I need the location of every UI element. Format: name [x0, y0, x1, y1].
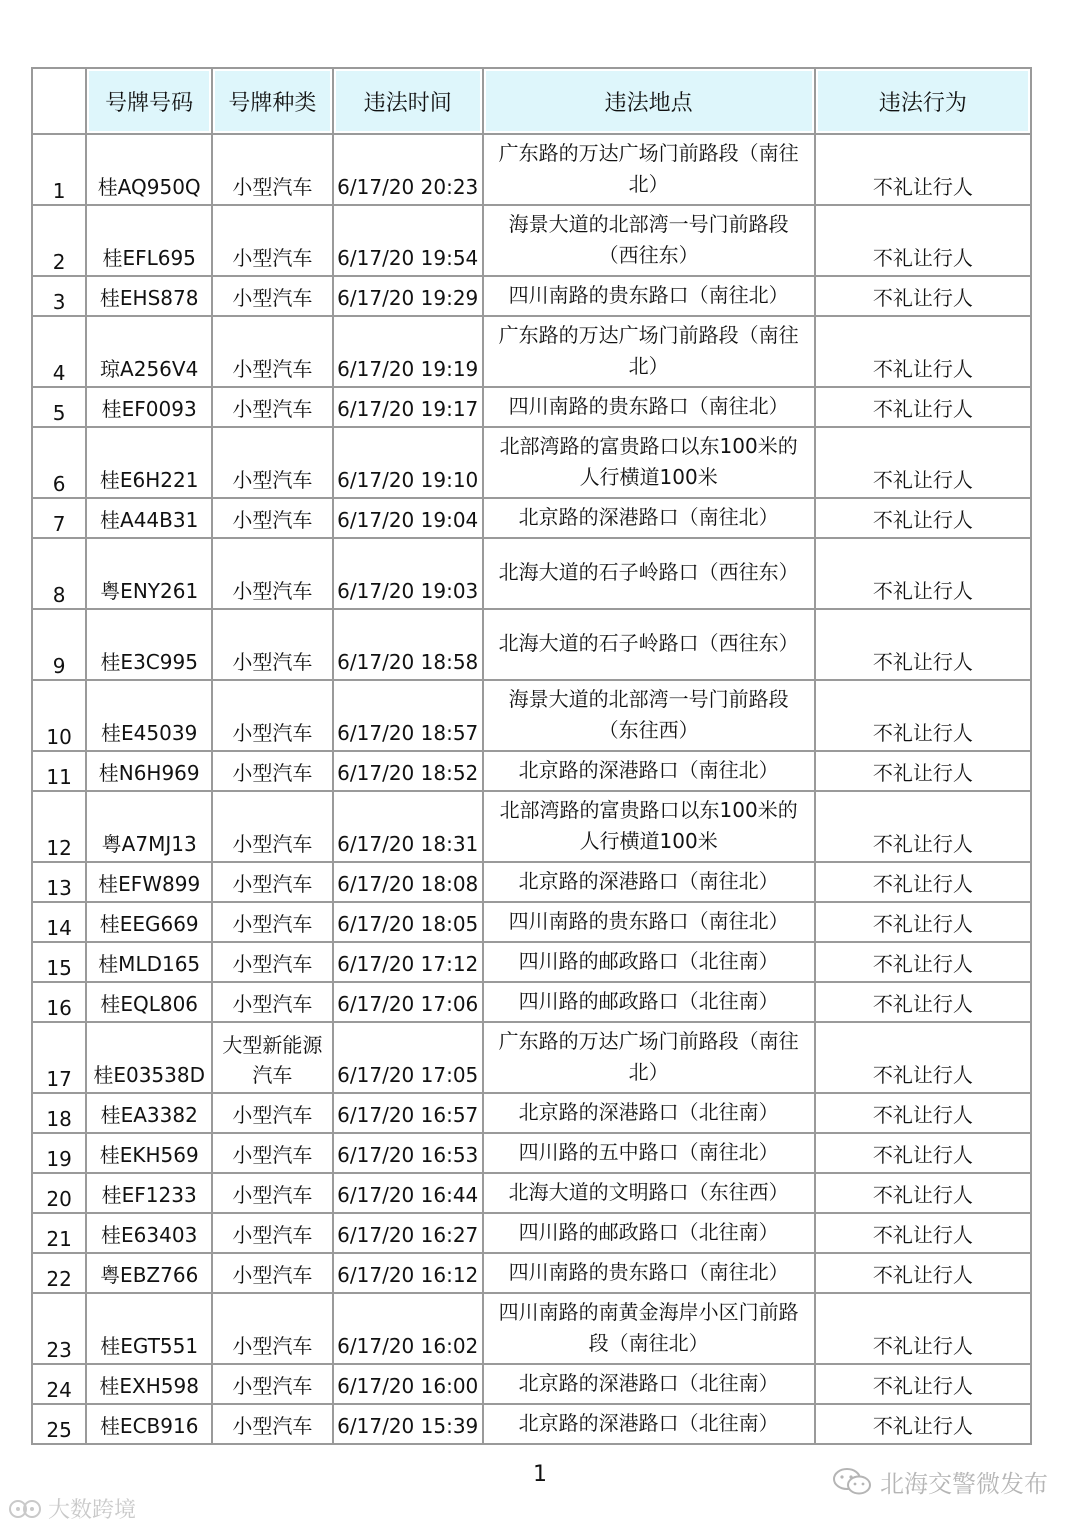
- violation-time-cell: 6/17/20 19:19: [334, 317, 484, 388]
- violation-time-cell: 6/17/20 19:54: [334, 206, 484, 277]
- violation-location-cell: 北海大道的石子岭路口（西往东）: [484, 539, 816, 610]
- row-number-cell: 2: [33, 206, 87, 277]
- row-number-cell: 8: [33, 539, 87, 610]
- plate-number-cell: 桂EFW899: [87, 863, 213, 903]
- row-number-cell: 17: [33, 1023, 87, 1094]
- plate-number-cell: 粤A7MJ13: [87, 792, 213, 863]
- row-number-cell: 20: [33, 1174, 87, 1214]
- plate-type-cell: 小型汽车: [213, 317, 334, 388]
- violation-time-cell: 6/17/20 17:12: [334, 943, 484, 983]
- violation-time-cell: 6/17/20 18:08: [334, 863, 484, 903]
- violation-time-cell: 6/17/20 19:04: [334, 499, 484, 539]
- violation-behavior-cell: 不礼让行人: [816, 1365, 1032, 1405]
- table-row: [33, 1214, 1032, 1254]
- violation-location-cell: 广东路的万达广场门前路段（南往北）: [484, 317, 816, 388]
- violation-time-cell: 6/17/20 16:44: [334, 1174, 484, 1214]
- violation-behavior-cell: 不礼让行人: [816, 1294, 1032, 1365]
- row-number-cell: 21: [33, 1214, 87, 1254]
- violation-location-cell: 北部湾路的富贵路口以东100米的人行横道100米: [484, 792, 816, 863]
- watermark-left: [8, 1493, 136, 1524]
- plate-number-cell: 桂MLD165: [87, 943, 213, 983]
- table-row: [33, 317, 1032, 388]
- table-row: [33, 499, 1032, 539]
- violation-behavior-cell: 不礼让行人: [816, 1405, 1032, 1445]
- violation-behavior-cell: 不礼让行人: [816, 943, 1032, 983]
- plate-number-cell: 桂EXH598: [87, 1365, 213, 1405]
- violation-location-cell: 四川路的邮政路口（北往南）: [484, 943, 816, 983]
- plate-number-cell: 桂EHS878: [87, 277, 213, 317]
- table-row: [33, 1365, 1032, 1405]
- plate-number-cell: 粤EBZ766: [87, 1254, 213, 1294]
- violation-time-cell: 6/17/20 17:06: [334, 983, 484, 1023]
- table-row: [33, 206, 1032, 277]
- violation-time-cell: 6/17/20 19:10: [334, 428, 484, 499]
- row-number-cell: 25: [33, 1405, 87, 1445]
- violation-time-cell: 6/17/20 18:58: [334, 610, 484, 681]
- row-number-cell: 24: [33, 1365, 87, 1405]
- violation-location-cell: 海景大道的北部湾一号门前路段（东往西）: [484, 681, 816, 752]
- violation-time-cell: 6/17/20 15:39: [334, 1405, 484, 1445]
- header-violation-location: 违法地点: [484, 69, 816, 135]
- violation-behavior-cell: 不礼让行人: [816, 499, 1032, 539]
- logo-icon: [8, 1498, 42, 1520]
- violation-behavior-cell: 不礼让行人: [816, 681, 1032, 752]
- violation-time-cell: 6/17/20 18:52: [334, 752, 484, 792]
- row-number-cell: 16: [33, 983, 87, 1023]
- table-row: [33, 903, 1032, 943]
- table-row: [33, 752, 1032, 792]
- plate-type-cell: 小型汽车: [213, 943, 334, 983]
- violation-behavior-cell: 不礼让行人: [816, 1134, 1032, 1174]
- plate-type-cell: 小型汽车: [213, 539, 334, 610]
- violation-time-cell: 6/17/20 19:29: [334, 277, 484, 317]
- plate-type-cell: 小型汽车: [213, 1294, 334, 1365]
- violation-time-cell: 6/17/20 19:03: [334, 539, 484, 610]
- plate-number-cell: 桂E6H221: [87, 428, 213, 499]
- violation-behavior-cell: 不礼让行人: [816, 428, 1032, 499]
- watermark-right-text: 北海交警微发布: [880, 1470, 1048, 1498]
- row-number-cell: 19: [33, 1134, 87, 1174]
- violation-location-cell: 北京路的深港路口（南往北）: [484, 863, 816, 903]
- table-row: [33, 1134, 1032, 1174]
- violation-location-cell: 北京路的深港路口（北往南）: [484, 1365, 816, 1405]
- table-row: [33, 135, 1032, 206]
- table-row: [33, 539, 1032, 610]
- violation-behavior-cell: 不礼让行人: [816, 610, 1032, 681]
- violation-table-container: [31, 67, 1032, 1445]
- table-row: [33, 610, 1032, 681]
- violation-location-cell: 四川南路的贵东路口（南往北）: [484, 903, 816, 943]
- table-row: [33, 388, 1032, 428]
- violation-time-cell: 6/17/20 18:57: [334, 681, 484, 752]
- plate-number-cell: 桂E3C995: [87, 610, 213, 681]
- plate-type-cell: 小型汽车: [213, 1254, 334, 1294]
- table-row: [33, 1174, 1032, 1214]
- plate-type-cell: 小型汽车: [213, 277, 334, 317]
- violation-behavior-cell: 不礼让行人: [816, 539, 1032, 610]
- plate-type-cell: 小型汽车: [213, 206, 334, 277]
- plate-number-cell: 桂EF0093: [87, 388, 213, 428]
- violation-location-cell: 四川路的五中路口（南往北）: [484, 1134, 816, 1174]
- violation-location-cell: 四川南路的南黄金海岸小区门前路段（南往北）: [484, 1294, 816, 1365]
- violation-location-cell: 北京路的深港路口（北往南）: [484, 1405, 816, 1445]
- violation-time-cell: 6/17/20 16:27: [334, 1214, 484, 1254]
- table-row: [33, 943, 1032, 983]
- row-number-cell: 12: [33, 792, 87, 863]
- plate-number-cell: 桂E63403: [87, 1214, 213, 1254]
- plate-type-cell: 小型汽车: [213, 428, 334, 499]
- violation-location-cell: 北部湾路的富贵路口以东100米的人行横道100米: [484, 428, 816, 499]
- violation-time-cell: 6/17/20 16:12: [334, 1254, 484, 1294]
- plate-type-cell: 小型汽车: [213, 1365, 334, 1405]
- wechat-icon: [832, 1466, 872, 1498]
- plate-number-cell: 桂E03538D: [87, 1023, 213, 1094]
- row-number-cell: 13: [33, 863, 87, 903]
- row-number-cell: 10: [33, 681, 87, 752]
- plate-number-cell: 粤ENY261: [87, 539, 213, 610]
- row-number-cell: 23: [33, 1294, 87, 1365]
- page-number: 1: [533, 1462, 547, 1487]
- violation-location-cell: 北海大道的石子岭路口（西往东）: [484, 610, 816, 681]
- plate-type-cell: 小型汽车: [213, 1214, 334, 1254]
- violation-location-cell: 北海大道的文明路口（东往西）: [484, 1174, 816, 1214]
- row-number-cell: 3: [33, 277, 87, 317]
- violation-behavior-cell: 不礼让行人: [816, 388, 1032, 428]
- row-number-cell: 1: [33, 135, 87, 206]
- violation-location-cell: 广东路的万达广场门前路段（南往北）: [484, 135, 816, 206]
- plate-type-cell: 小型汽车: [213, 610, 334, 681]
- violation-location-cell: 四川南路的贵东路口（南往北）: [484, 1254, 816, 1294]
- violation-time-cell: 6/17/20 17:05: [334, 1023, 484, 1094]
- plate-number-cell: 琼A256V4: [87, 317, 213, 388]
- violation-behavior-cell: 不礼让行人: [816, 1174, 1032, 1214]
- plate-number-cell: 桂E45039: [87, 681, 213, 752]
- violation-behavior-cell: 不礼让行人: [816, 983, 1032, 1023]
- table-header-row: [33, 69, 1032, 135]
- violation-location-cell: 北京路的深港路口（南往北）: [484, 499, 816, 539]
- row-number-cell: 9: [33, 610, 87, 681]
- table-row: [33, 792, 1032, 863]
- violation-location-cell: 四川路的邮政路口（北往南）: [484, 983, 816, 1023]
- table-row: [33, 277, 1032, 317]
- violation-behavior-cell: 不礼让行人: [816, 792, 1032, 863]
- plate-number-cell: 桂AQ950Q: [87, 135, 213, 206]
- plate-number-cell: 桂N6H969: [87, 752, 213, 792]
- row-number-cell: 14: [33, 903, 87, 943]
- plate-type-cell: 小型汽车: [213, 1094, 334, 1134]
- plate-type-cell: 小型汽车: [213, 1134, 334, 1174]
- violation-time-cell: 6/17/20 16:53: [334, 1134, 484, 1174]
- violation-behavior-cell: 不礼让行人: [816, 863, 1032, 903]
- row-number-cell: 5: [33, 388, 87, 428]
- plate-number-cell: 桂EKH569: [87, 1134, 213, 1174]
- violation-time-cell: 6/17/20 16:00: [334, 1365, 484, 1405]
- header-plate-number: 号牌号码: [87, 69, 213, 135]
- table-row: [33, 863, 1032, 903]
- violation-location-cell: 北京路的深港路口（北往南）: [484, 1094, 816, 1134]
- row-number-cell: 11: [33, 752, 87, 792]
- row-number-cell: 4: [33, 317, 87, 388]
- plate-number-cell: 桂EFL695: [87, 206, 213, 277]
- violation-location-cell: 海景大道的北部湾一号门前路段（西往东）: [484, 206, 816, 277]
- header-violation-behavior: 违法行为: [816, 69, 1032, 135]
- violation-behavior-cell: 不礼让行人: [816, 206, 1032, 277]
- plate-type-cell: 小型汽车: [213, 792, 334, 863]
- row-number-cell: 18: [33, 1094, 87, 1134]
- table-row: [33, 983, 1032, 1023]
- header-corner-cell: [33, 69, 87, 135]
- violation-time-cell: 6/17/20 16:02: [334, 1294, 484, 1365]
- violation-time-cell: 6/17/20 19:17: [334, 388, 484, 428]
- table-body: [33, 135, 1032, 1445]
- table-row: [33, 1254, 1032, 1294]
- violation-behavior-cell: 不礼让行人: [816, 277, 1032, 317]
- plate-number-cell: 桂EEG669: [87, 903, 213, 943]
- plate-number-cell: 桂EA3382: [87, 1094, 213, 1134]
- violation-behavior-cell: 不礼让行人: [816, 135, 1032, 206]
- table-row: [33, 1094, 1032, 1134]
- table-row: [33, 428, 1032, 499]
- table-row: [33, 1405, 1032, 1445]
- violation-table: [31, 67, 1032, 1445]
- violation-behavior-cell: 不礼让行人: [816, 1094, 1032, 1134]
- violation-behavior-cell: 不礼让行人: [816, 903, 1032, 943]
- violation-location-cell: 四川南路的贵东路口（南往北）: [484, 388, 816, 428]
- violation-behavior-cell: 不礼让行人: [816, 317, 1032, 388]
- plate-type-cell: 小型汽车: [213, 903, 334, 943]
- row-number-cell: 6: [33, 428, 87, 499]
- table-row: [33, 1294, 1032, 1365]
- row-number-cell: 7: [33, 499, 87, 539]
- watermark-right: [832, 1464, 1048, 1499]
- row-number-cell: 15: [33, 943, 87, 983]
- violation-time-cell: 6/17/20 16:57: [334, 1094, 484, 1134]
- plate-type-cell: 小型汽车: [213, 983, 334, 1023]
- plate-type-cell: 小型汽车: [213, 681, 334, 752]
- plate-type-cell: 小型汽车: [213, 752, 334, 792]
- violation-time-cell: 6/17/20 20:23: [334, 135, 484, 206]
- violation-behavior-cell: 不礼让行人: [816, 1023, 1032, 1094]
- plate-type-cell: 小型汽车: [213, 388, 334, 428]
- watermark-left-text: 大数跨境: [48, 1498, 137, 1523]
- plate-type-cell: 小型汽车: [213, 499, 334, 539]
- violation-location-cell: 四川南路的贵东路口（南往北）: [484, 277, 816, 317]
- plate-type-cell: 小型汽车: [213, 1405, 334, 1445]
- violation-behavior-cell: 不礼让行人: [816, 1214, 1032, 1254]
- plate-type-cell: 小型汽车: [213, 135, 334, 206]
- plate-number-cell: 桂A44B31: [87, 499, 213, 539]
- plate-type-cell: 大型新能源汽车: [213, 1023, 334, 1094]
- plate-type-cell: 小型汽车: [213, 1174, 334, 1214]
- violation-time-cell: 6/17/20 18:31: [334, 792, 484, 863]
- table-row: [33, 1023, 1032, 1094]
- plate-number-cell: 桂EGT551: [87, 1294, 213, 1365]
- plate-type-cell: 小型汽车: [213, 863, 334, 903]
- violation-behavior-cell: 不礼让行人: [816, 752, 1032, 792]
- row-number-cell: 22: [33, 1254, 87, 1294]
- plate-number-cell: 桂EQL806: [87, 983, 213, 1023]
- header-plate-type: 号牌种类: [213, 69, 334, 135]
- violation-location-cell: 北京路的深港路口（南往北）: [484, 752, 816, 792]
- table-row: [33, 681, 1032, 752]
- violation-behavior-cell: 不礼让行人: [816, 1254, 1032, 1294]
- violation-time-cell: 6/17/20 18:05: [334, 903, 484, 943]
- plate-number-cell: 桂ECB916: [87, 1405, 213, 1445]
- plate-number-cell: 桂EF1233: [87, 1174, 213, 1214]
- header-violation-time: 违法时间: [334, 69, 484, 135]
- violation-location-cell: 四川路的邮政路口（北往南）: [484, 1214, 816, 1254]
- violation-location-cell: 广东路的万达广场门前路段（南往北）: [484, 1023, 816, 1094]
